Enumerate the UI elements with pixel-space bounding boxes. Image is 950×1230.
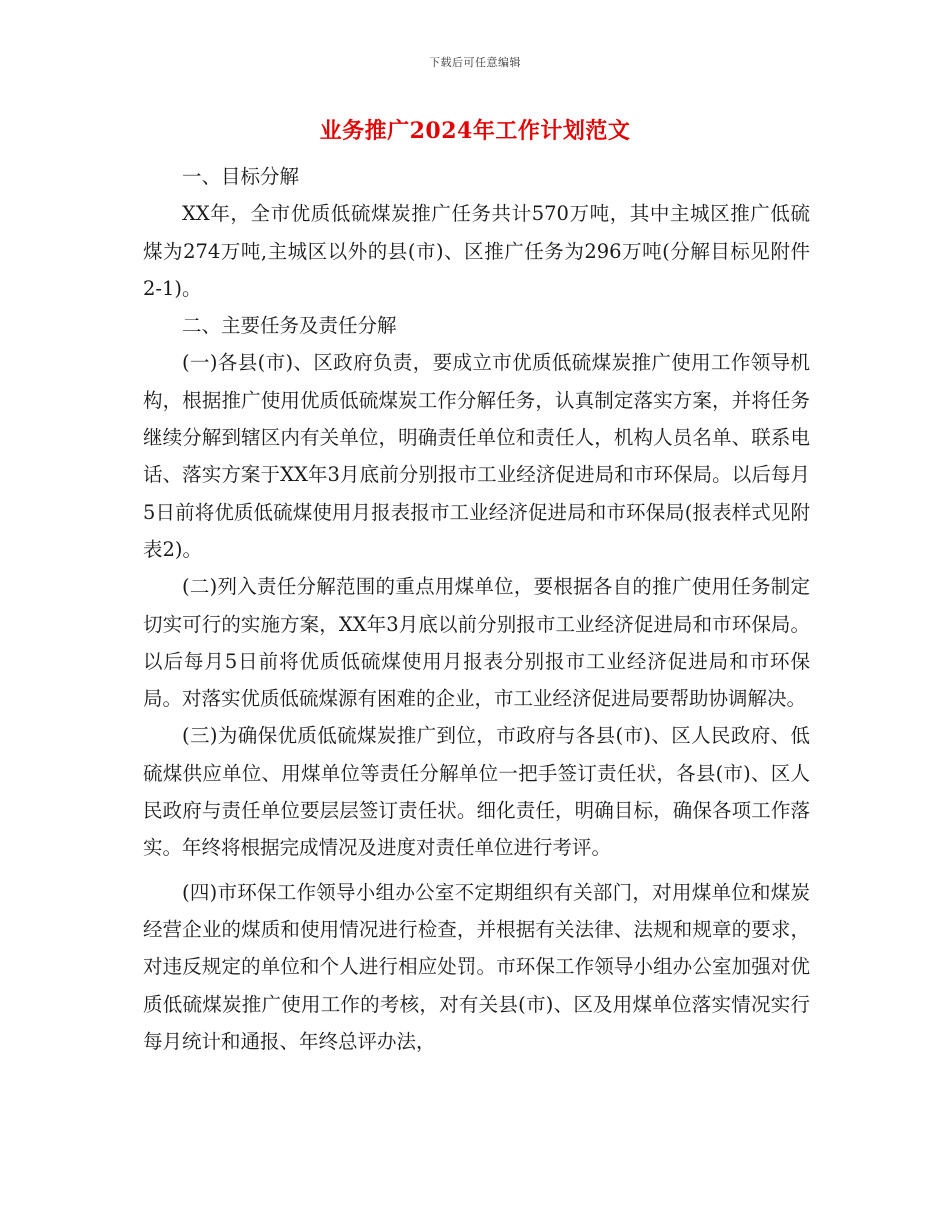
paragraph-target-breakdown: XX年，全市优质低硫煤炭推广任务共计570万吨，其中主城区推广低硫煤为274万吨,主城区以外的县(市)、区推广任务为296万吨(分解目标见附件2-1)。 — [143, 202, 810, 300]
document-title: 业务推广2024年工作计划范文 — [319, 118, 631, 144]
paragraph-task-4: (四)市环保工作领导小组办公室不定期组织有关部门，对用煤单位和煤炭经营企业的煤质和使用情况进行检查，并根据有关法律、法规和规章的要求，对违反规定的单位和个人进行相应处罚。市环保工作领导小组办公室加强对优质低硫煤炭推广使用工作的考核，对有关县(市)、区及用煤单位落实情况实行每月统计和通报、年终总评办法， — [143, 880, 810, 1053]
section-heading-2: 二、主要任务及责任分解 — [182, 314, 397, 338]
header-note: 下载后可任意编辑 — [429, 56, 521, 69]
paragraph-task-1: (一)各县(市)、区政府负责，要成立市优质低硫煤炭推广使用工作领导机构，根据推广使用优质低硫煤炭工作分解任务，认真制定落实方案，并将任务继续分解到辖区内有关单位，明确责任单位和责任人，机构人员名单、联系电话、落实方案于XX年3月底前分别报市工业经济促进局和市环保局。以后每月5日前将优质低硫煤使用月报表报市工业经济促进局和市环保局(报表样式见附表2)。 — [143, 351, 810, 561]
document-body — [143, 158, 810, 1060]
paragraph-task-2: (二)列入责任分解范围的重点用煤单位，要根据各自的推广使用任务制定切实可行的实施方案，XX年3月底以前分别报市工业经济促进局和市环保局。以后每月5日前将优质低硫煤使用月报表分别报市工业经济促进局和市环保局。对落实优质低硫煤源有困难的企业，市工业经济促进局要帮助协调解决。 — [143, 575, 810, 711]
section-heading-1: 一、目标分解 — [182, 165, 300, 188]
paragraph-task-3: (三)为确保优质低硫煤炭推广到位，市政府与各县(市)、区人民政府、低硫煤供应单位、用煤单位等责任分解单位一把手签订责任状，各县(市)、区人民政府与责任单位要层层签订责任状。细化责任，明确目标，确保各项工作落实。年终将根据完成情况及进度对责任单位进行考评。 — [143, 724, 810, 860]
